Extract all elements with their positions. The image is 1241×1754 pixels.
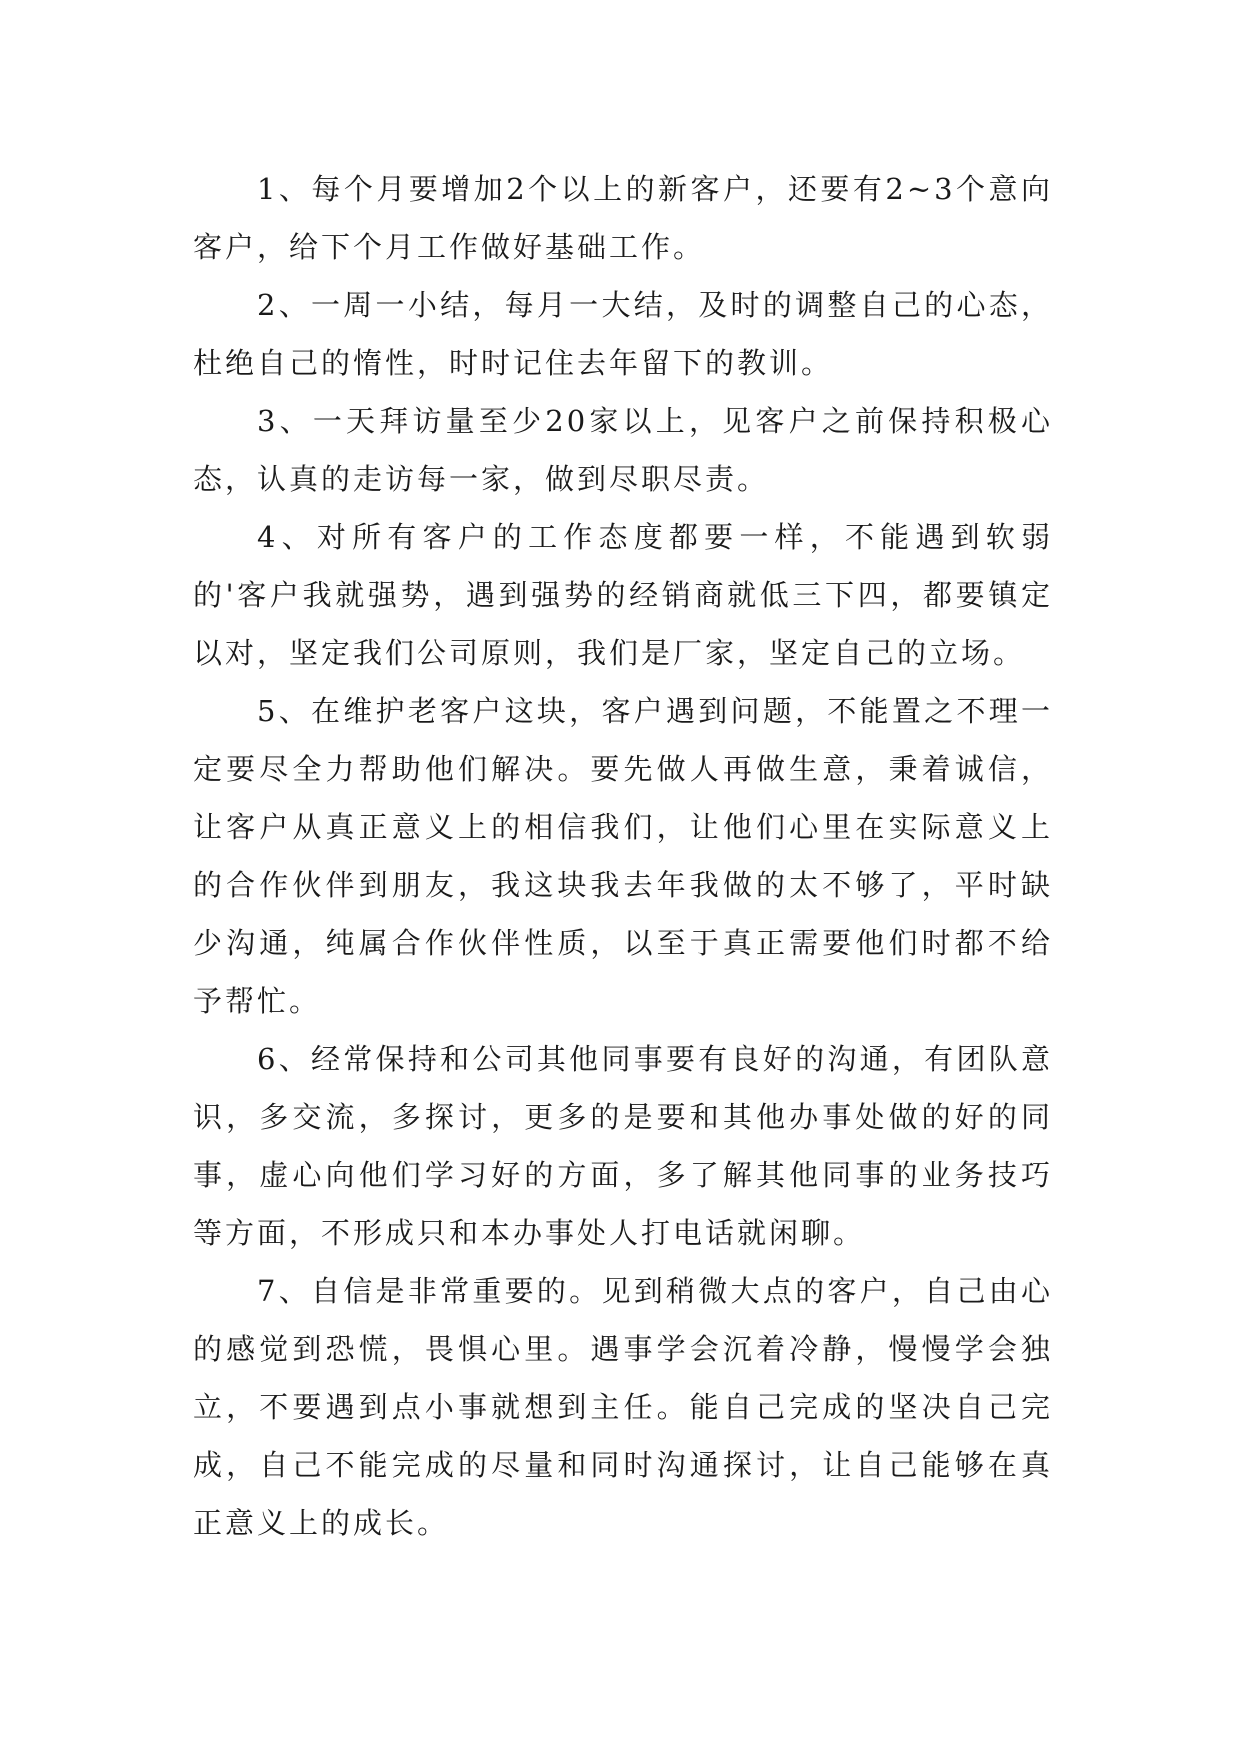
paragraph-2: 2、一周一小结，每月一大结，及时的调整自己的心态，杜绝自己的惰性，时时记住去年留下的教训。: [193, 288, 1053, 380]
paragraph-7: 7、自信是非常重要的。见到稍微大点的客户，自己由心的感觉到恐慌，畏惧心里。遇事学会沉着冷静，慢慢学会独立，不要遇到点小事就想到主任。能自己完成的坚决自己完成，自己不能完成的尽量和同时沟通探讨，让自己能够在真正意义上的成长。: [193, 1274, 1053, 1540]
document-body: [193, 160, 1053, 1552]
paragraph-3: 3、一天拜访量至少20家以上，见客户之前保持积极心态，认真的走访每一家，做到尽职尽责。: [193, 404, 1053, 496]
paragraph-1: 1、每个月要增加2个以上的新客户，还要有2~3个意向客户，给下个月工作做好基础工作。: [193, 172, 1053, 264]
paragraph-6: 6、经常保持和公司其他同事要有良好的沟通，有团队意识，多交流，多探讨，更多的是要和其他办事处做的好的同事，虚心向他们学习好的方面，多了解其他同事的业务技巧等方面，不形成只和本办事处人打电话就闲聊。: [193, 1042, 1053, 1250]
paragraph-5: 5、在维护老客户这块，客户遇到问题，不能置之不理一定要尽全力帮助他们解决。要先做人再做生意，秉着诚信，让客户从真正意义上的相信我们，让他们心里在实际意义上的合作伙伴到朋友，我这块我去年我做的太不够了，平时缺少沟通，纯属合作伙伴性质，以至于真正需要他们时都不给予帮忙。: [193, 694, 1053, 1018]
paragraph-4: 4、对所有客户的工作态度都要一样，不能遇到软弱的'客户我就强势，遇到强势的经销商就低三下四，都要镇定以对，坚定我们公司原则，我们是厂家，坚定自己的立场。: [193, 520, 1053, 670]
